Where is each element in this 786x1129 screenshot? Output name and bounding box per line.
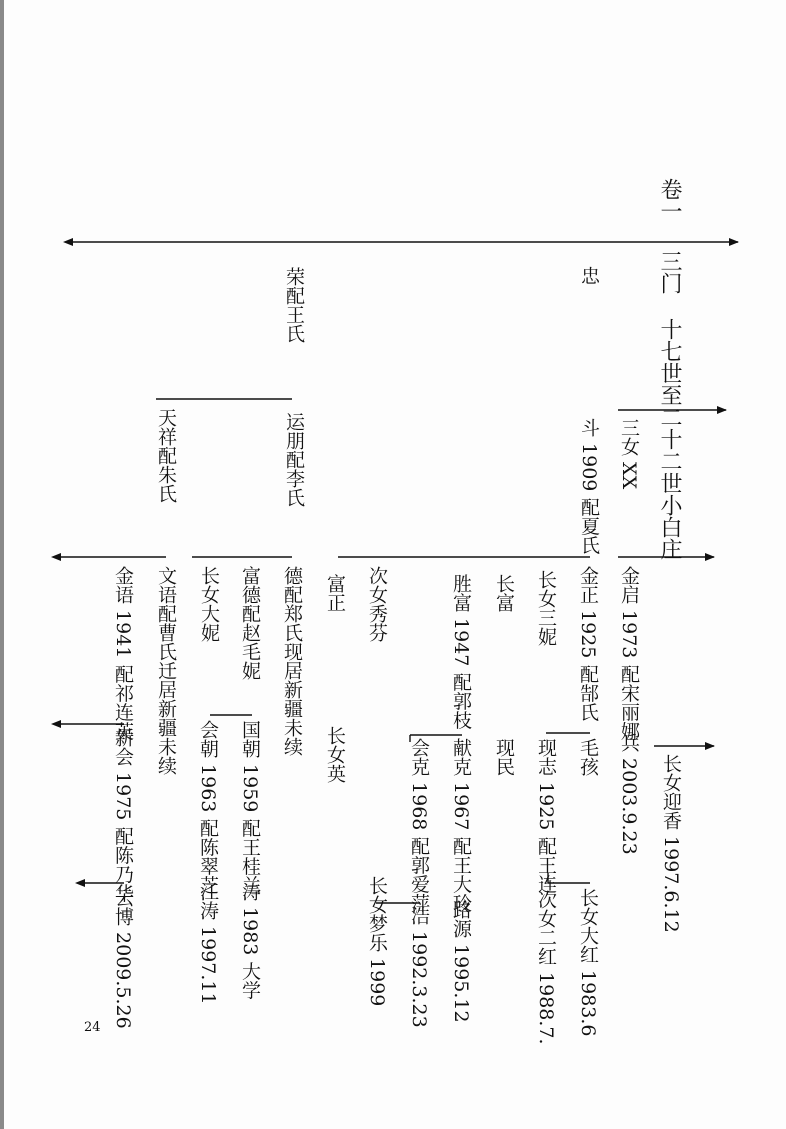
person-guochao: 国朝 1959 配王桂兰 xyxy=(239,720,261,895)
person-changnv-mengle: 长女梦乐 1999 xyxy=(366,876,388,1007)
person-zhong: 忠 xyxy=(578,266,600,285)
person-jinqi: 金启 1973 配宋丽娜 xyxy=(618,566,640,741)
person-maohai: 毛孩 xyxy=(577,738,599,776)
page-number: 24 xyxy=(84,1020,101,1035)
person-luyuan: 路源 1995.12 xyxy=(450,900,472,1023)
person-huichao: 会朝 1963 配陈翠芝 xyxy=(197,720,219,895)
person-tianxiang: 天祥配朱氏 xyxy=(155,408,177,503)
branch-heading: 三门 xyxy=(657,250,682,294)
person-rong: 荣配王氏 xyxy=(283,267,305,343)
person-changnv-yingxiang: 长女迎香 1997.6.12 xyxy=(660,754,682,933)
person-xinhui: 新会 1975 配陈乃华 xyxy=(112,728,134,903)
person-cinv-xiufen: 次女秀芬 xyxy=(366,566,388,642)
person-dou: 斗 1909 配夏氏 xyxy=(578,418,600,555)
person-changnv-sanni: 长女三妮 xyxy=(535,570,557,646)
person-bing: 兵 2003.9.23 xyxy=(618,733,640,855)
person-fuzheng: 富正 xyxy=(324,574,346,612)
person-changnv-ying: 长女英 xyxy=(324,726,346,783)
generation-range-heading: 十七世至二十二世小白庄 xyxy=(657,318,682,560)
person-jiangtao: 江涛 1997.11 xyxy=(197,882,219,1005)
person-changnv-daniu: 长女大妮 xyxy=(198,566,220,642)
person-sannv-xx: 三女 XX xyxy=(618,418,640,490)
person-de: 德配郑氏现居新疆未续 xyxy=(281,566,303,756)
person-huike: 会克 1968 配郭爱萍 xyxy=(408,738,430,913)
person-changnv-dahong: 长女大红 1983.6 xyxy=(577,888,599,1037)
person-cinv-erhong: 次女二红 1988.7. xyxy=(535,890,557,1045)
volume-heading: 卷一 xyxy=(657,178,682,222)
person-yunbo: 云博 2009.5.26 xyxy=(112,888,134,1029)
person-fude: 富德配赵毛妮 xyxy=(239,566,261,680)
person-changfu: 长富 xyxy=(493,574,515,612)
person-wenyu: 文语配曹氏迁居新疆未续 xyxy=(155,566,177,775)
person-yunpeng: 运朋配李氏 xyxy=(283,412,305,507)
person-xianzhi: 现志 1925 配王连 xyxy=(535,738,557,894)
person-jinyu: 金语 1941 配祁连英 xyxy=(112,566,134,741)
person-tao: 涛 1983 大学 xyxy=(239,882,261,1000)
person-xianke: 献克 1967 配王大玲 xyxy=(450,738,472,913)
person-hao: 浩 1992.3.23 xyxy=(408,906,430,1028)
person-xianmin: 现民 xyxy=(493,738,515,776)
person-jinzheng: 金正 1925 配郜氏 xyxy=(577,566,599,722)
person-shengfu: 胜富 1947 配郭枝 xyxy=(450,574,472,730)
